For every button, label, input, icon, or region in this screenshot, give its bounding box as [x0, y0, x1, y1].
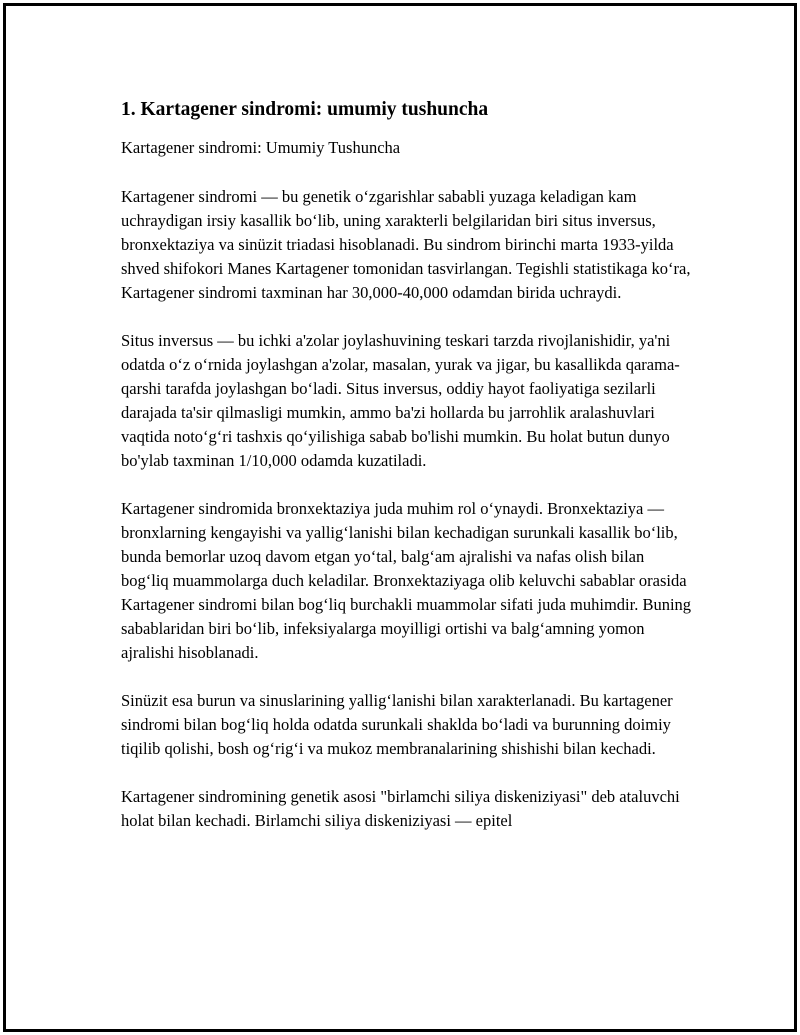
subtitle-line: Kartagener sindromi: Umumiy Tushuncha — [121, 138, 401, 157]
section-heading: 1. Kartagener sindromi: umumiy tushuncha — [121, 99, 489, 120]
paragraph-4: Sinüzit esa burun va sinuslarining yallig‘lanishi bilan xarakterlanadi. Bu kartagener sindromi bilan bog‘liq holda odatda surunkali shaklda bo‘ladi va burunning doimiy tiqilib qolishi, bosh og‘rig‘i va mukoz membranalarining shishishi bilan kechadi. — [121, 691, 673, 758]
paragraph-5: Kartagener sindromining genetik asosi "birlamchi siliya diskeniziyasi" deb ataluvchi holat bilan kechadi. Birlamchi siliya diskeniziyasi — epitel — [121, 787, 680, 830]
paragraph-3: Kartagener sindromida bronxektaziya juda muhim rol o‘ynaydi. Bronxektaziya — bronxlarning kengayishi va yallig‘lanishi bilan kechadigan surunkali kasallik bo‘lib, bunda bemorlar uzoq davom etgan yo‘tal, balg‘am ajralishi va nafas olish bilan bog‘liq muammolarga duch keladilar. Bronxektaziyaga olib keluvchi sabablar orasida Kartagener sindromi bilan bog‘liq burchakli muammolar sifati juda muhimdir. Buning sabablaridan biri bo‘lib, infeksiyalarga moyilligi ortishi va balg‘amning yomon ajralishi hisoblanadi. — [121, 499, 692, 662]
paragraph-1: Kartagener sindromi — bu genetik o‘zgarishlar sababli yuzaga keladigan kam uchraydigan irsiy kasallik bo‘lib, uning xarakterli belgilaridan biri situs inversus, bronxektaziya va sinüzit triadasi hisoblanadi. Bu sindrom birinchi marta 1933-yilda shved shifokori Manes Kartagener tomonidan tasvirlangan. Tegishli statistikaga ko‘ra, Kartagener sindromi taxminan har 30,000-40,000 odamdan birida uchraydi. — [121, 187, 691, 302]
page-frame — [3, 3, 797, 1032]
document-body — [121, 98, 693, 857]
paragraph-2: Situs inversus — bu ichki a'zolar joylashuvining teskari tarzda rivojlanishidir, ya'ni odatda o‘z o‘rnida joylashgan a'zolar, masalan, yurak va jigar, bu kasallikda qarama-qarshi tarafda joylashgan bo‘ladi. Situs inversus, oddiy hayot faoliyatiga sezilarli darajada ta'sir qilmasligi mumkin, ammo ba'zi hollarda bu jarrohlik aralashuvlari vaqtida noto‘g‘ri tashxis qo‘yilishiga sabab bo'lishi mumkin. Bu holat butun dunyo bo'ylab taxminan 1/10,000 odamda kuzatiladi. — [121, 331, 680, 470]
